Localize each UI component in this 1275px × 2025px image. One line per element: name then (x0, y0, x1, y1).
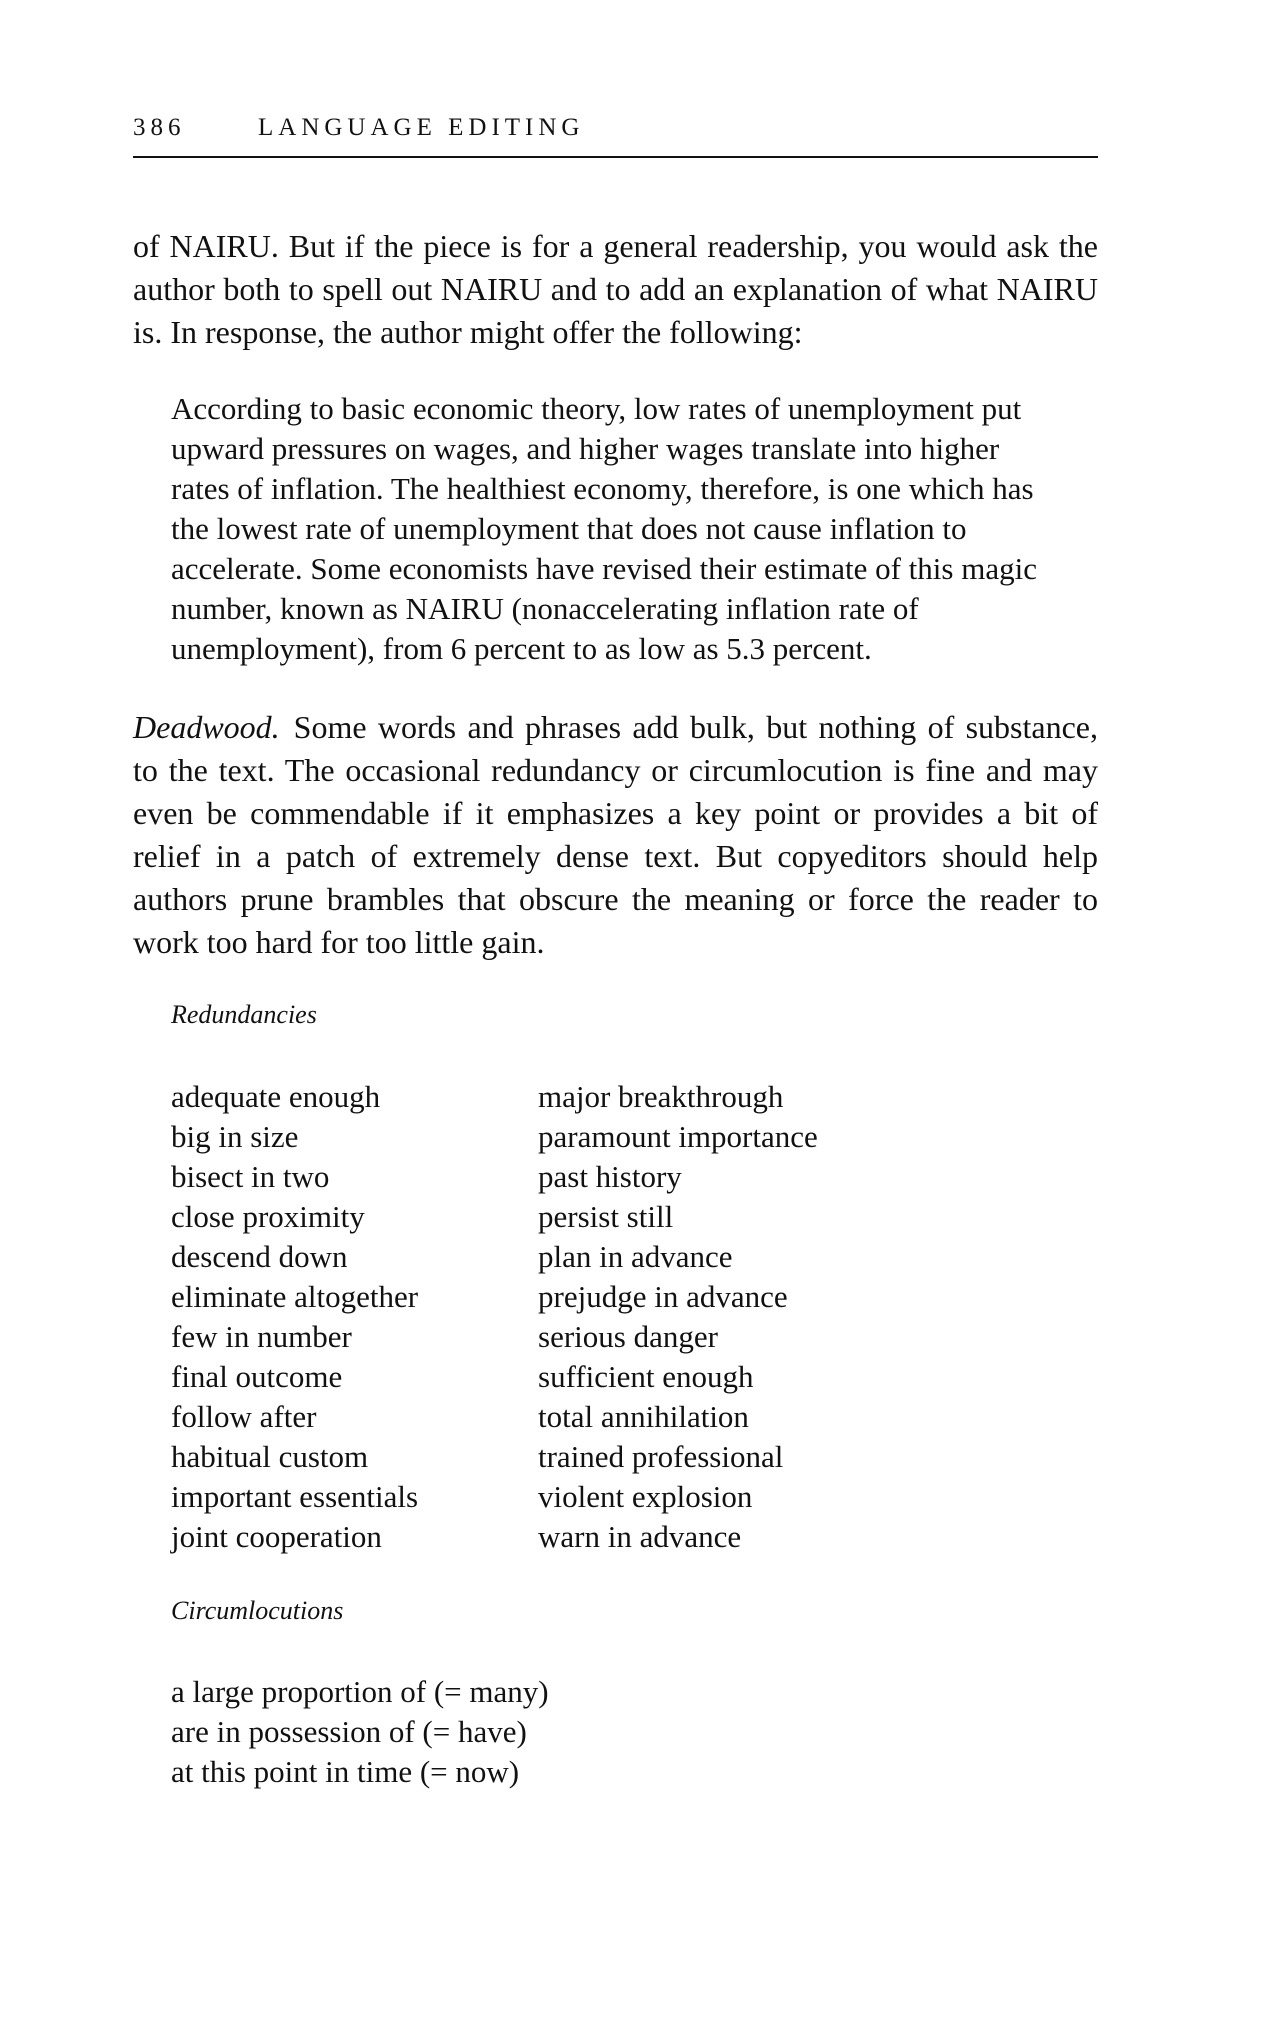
page-number: 386 (133, 114, 186, 141)
list-item: bisect in two (171, 1159, 330, 1194)
list-item: eliminate altogether (171, 1279, 419, 1314)
list-item: major breakthrough (538, 1079, 784, 1114)
list-item: total annihilation (538, 1399, 749, 1434)
circumlocutions-list (171, 1672, 549, 1792)
list-item: at this point in time (= now) (171, 1754, 520, 1789)
deadwood-text: Some words and phrases add bulk, but nothing of substance, to the text. The occasional redundancy or circumlocution is fine and may even be commendable if it emphasizes a key point or provides a bit of relief in a patch of extremely dense text. But copyeditors should help authors prune brambles that obscure the meaning or force the reader to work too hard for too little gain. (133, 709, 1098, 960)
circumlocutions-heading: Circumlocutions (171, 1596, 344, 1625)
run-in-head: Deadwood. (133, 709, 280, 745)
list-item: prejudge in advance (538, 1279, 788, 1314)
running-head (133, 108, 1098, 158)
list-item: past history (538, 1159, 682, 1194)
list-item: descend down (171, 1239, 348, 1274)
list-item: important essentials (171, 1479, 419, 1514)
list-item: close proximity (171, 1199, 365, 1234)
list-item: a large proportion of (= many) (171, 1674, 549, 1709)
list-item: persist still (538, 1199, 674, 1234)
list-item: violent explosion (538, 1479, 753, 1514)
list-item: plan in advance (538, 1239, 733, 1274)
list-item: big in size (171, 1119, 299, 1154)
list-item: warn in advance (538, 1519, 742, 1554)
list-item: trained professional (538, 1439, 784, 1474)
paragraph-continuation: of NAIRU. But if the piece is for a general readership, you would ask the author both to spell out NAIRU and to add an explanation of what NAIRU is. In response, the author might offer the following: (133, 228, 1098, 350)
deadwood-paragraph (133, 706, 1098, 964)
list-item: sufficient enough (538, 1359, 754, 1394)
list-item: final outcome (171, 1359, 343, 1394)
running-title: LANGUAGE EDITING (258, 114, 585, 141)
redundancies-right-column (538, 1077, 818, 1557)
list-item: are in possession of (= have) (171, 1714, 527, 1749)
list-item: joint cooperation (171, 1519, 382, 1554)
redundancies-left-column (171, 1077, 418, 1557)
list-item: serious danger (538, 1319, 718, 1354)
block-quote: According to basic economic theory, low rates of unemployment put upward pressures on wages, and higher wages translate into higher rates of inflation. The healthiest economy, therefore, is one which has the lowest rate of unemployment that does not cause inflation to accelerate. Some economists have revised their estimate of this magic number, known as NAIRU (nonaccelerating inflation rate of unemployment), from 6 percent to as low as 5.3 percent. (171, 391, 1037, 666)
list-item: paramount importance (538, 1119, 818, 1154)
redundancies-heading: Redundancies (171, 1000, 317, 1029)
list-item: habitual custom (171, 1439, 369, 1474)
list-item: adequate enough (171, 1079, 381, 1114)
list-item: follow after (171, 1399, 317, 1434)
list-item: few in number (171, 1319, 352, 1354)
